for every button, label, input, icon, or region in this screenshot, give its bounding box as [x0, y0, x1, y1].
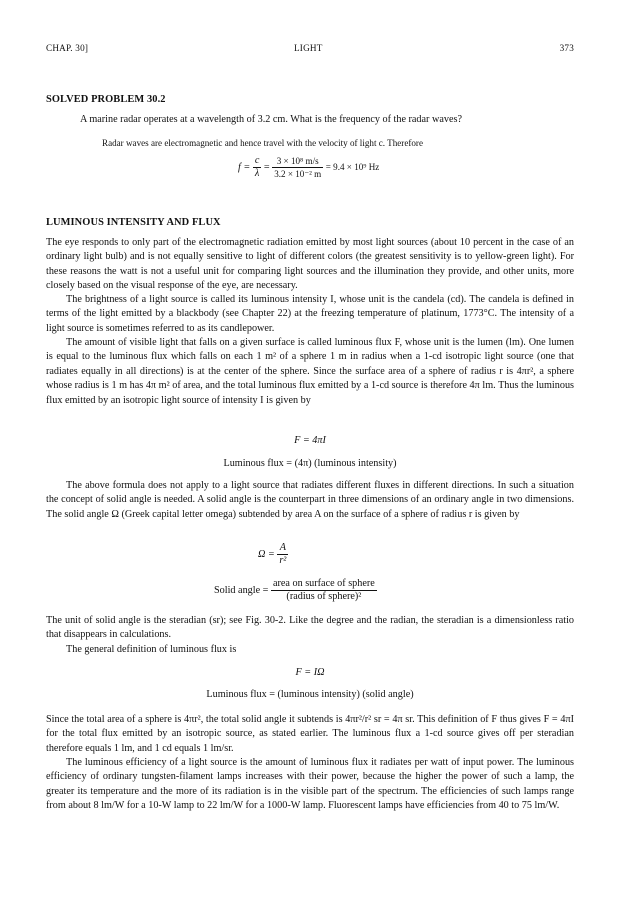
- fraction-c-over-lambda: [253, 155, 262, 180]
- equation-flux-intensity: [46, 434, 574, 448]
- paragraph-2: The brightness of a light source is called its luminous intensity I, whose unit is the candela (cd). The candela is defined in terms of the light emitted by a blackbody (see Chapter 22) at the freezing temperature of platinum, 1773°C. The intensity of a light source is sometimes referred to as its candlepower.: [46, 294, 574, 334]
- equation: F = IΩ: [295, 667, 325, 678]
- equation-solid-angle-words: [214, 578, 377, 603]
- paragraph-5: The unit of solid angle is the steradian (sr); see Fig. 30-2. Like the degree and the radian, the steradian is a dimensionless ratio that disappears in calculations.: [46, 615, 574, 641]
- fraction-denominator: r²: [279, 555, 287, 566]
- paragraph-7: Since the total area of a sphere is 4πr², the total solid angle it subtends is 4πr²/r² sr = 4π sr. This definition of F thus gives F = 4πI for the total flux emitted by an isotropic source, as stated earlier. The luminous flux a 1-cd source gives off per steradian therefore equals 1 lm, and 1 cd equals 1 lm/sr.: [46, 714, 574, 754]
- chapter-title: LIGHT: [294, 43, 323, 53]
- eq-lhs: f =: [238, 161, 251, 173]
- page-number: 373: [559, 43, 574, 53]
- fraction-denominator: 3.2 × 10⁻² m: [274, 169, 322, 179]
- section-heading: LUMINOUS INTENSITY AND FLUX: [46, 217, 221, 228]
- equation-solid-angle: [258, 542, 288, 567]
- fraction-denominator: (radius of sphere)²: [286, 591, 362, 602]
- solution-text: Radar waves are electromagnetic and hence travel with the velocity of light c. Therefore: [102, 138, 423, 148]
- equation-flux-solid-angle-words: [46, 688, 574, 702]
- equation-words: Luminous flux = (4π) (luminous intensity): [223, 458, 397, 469]
- fraction-words: [271, 578, 377, 603]
- fraction-numerator: A: [277, 542, 288, 555]
- fraction-numerator: c: [254, 155, 260, 166]
- paragraph-6: The general definition of luminous flux is: [66, 644, 237, 655]
- paragraph-3: The amount of visible light that falls on a given surface is called luminous flux F, whose unit is the lumen (lm). One lumen is equal to the luminous flux which falls on each 1 m² of a sphere 1 m in radius when a 1-cd isotropic light source (one that radiates equally in all directions) is at the center of the sphere. Since the surface area of a sphere of radius r is 4πr², a sphere whose radius is 1 m has 4π m² of area, and the total luminous flux emitted by a 1-cd source is therefore 4π lm. Thus the luminous flux emitted by an isotropic light source of intensity I is given by: [46, 337, 574, 406]
- solved-problem-heading: SOLVED PROBLEM 30.2: [46, 94, 166, 105]
- paragraph-1: The eye responds to only part of the electromagnetic radiation emitted by most light sources (about 10 percent in the case of an ordinary light bulb) and is not equally sensitive to light of different colors (the greatest sensitivity is to yellow-green light). For these reasons the watt is not a useful unit for comparing light sources and the illumination they provide, and other units, more closely based on the visual response of the eye, are necessary.: [46, 237, 574, 292]
- fraction-numeric: [272, 155, 323, 180]
- chapter-label: CHAP. 30]: [46, 43, 89, 53]
- running-header: [46, 43, 574, 55]
- fraction-denominator: λ: [254, 168, 260, 179]
- paragraph-4: The above formula does not apply to a light source that radiates different fluxes in different directions. In such a situation the concept of solid angle is needed. A solid angle is the counterpart in three dimensions of an ordinary angle in two dimensions. The solid angle Ω (Greek capital letter omega) subtended by area A on the surface of a sphere of radius r is given by: [46, 480, 574, 520]
- equation-flux-words: [46, 457, 574, 471]
- fraction-area-over-r2: [277, 542, 288, 567]
- equation-flux-solid-angle: [46, 666, 574, 680]
- paragraph-8: The luminous efficiency of a light source is the amount of luminous flux it radiates per watt of input power. The luminous efficiency of ordinary tungsten-filament lamps increases with their power, because the higher the power of such a lamp, the greater its temperature and the more of its radiation is in the visible part of the spectrum. The efficiencies of such lamps range from about 8 lm/W for a 10-W lamp to 22 lm/W for a 1000-W lamp. Fluorescent lamps have efficiencies from 40 to 75 lm/W.: [46, 757, 574, 812]
- eq-lhs: Solid angle =: [214, 584, 269, 596]
- fraction-numerator: area on surface of sphere: [272, 578, 375, 589]
- fraction-numerator: 3 × 10⁸ m/s: [272, 155, 323, 168]
- equation-words: Luminous flux = (luminous intensity) (solid angle): [206, 689, 414, 700]
- equation: F = 4πI: [294, 435, 326, 446]
- eq-result: = 9.4 × 10⁹ Hz: [325, 161, 380, 172]
- eq-equals: =: [263, 161, 270, 173]
- frequency-equation: [238, 155, 379, 180]
- eq-lhs: Ω =: [258, 548, 275, 560]
- problem-statement: A marine radar operates at a wavelength of 3.2 cm. What is the frequency of the radar waves?: [80, 114, 462, 125]
